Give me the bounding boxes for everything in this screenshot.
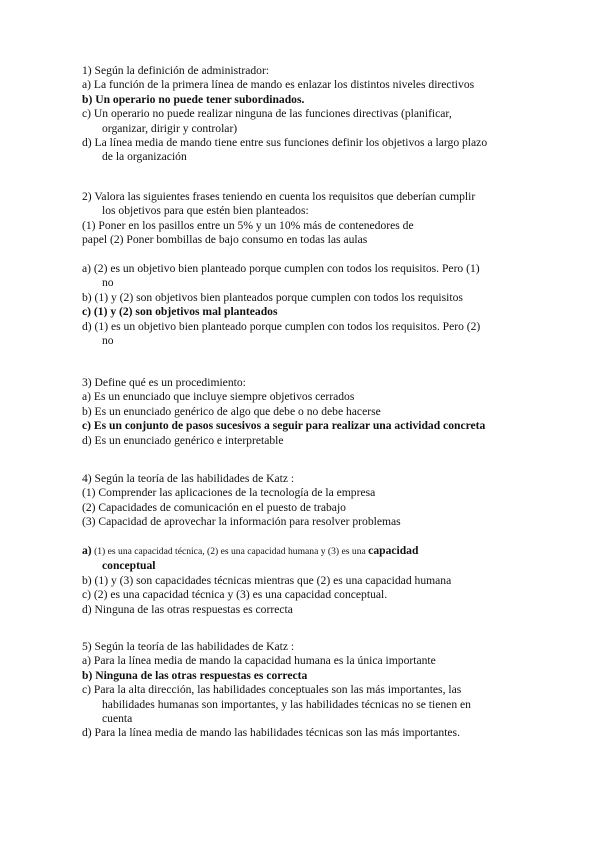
q3-option-c: c) Es un conjunto de pasos sucesivos a seguir para realizar una actividad concreta (82, 419, 486, 433)
q5-option-c-line2: habilidades humanas son importantes, y las habilidades técnicas no se tienen en (102, 697, 471, 711)
q1-option-d-line2: de la organización (102, 150, 187, 164)
question-3 (82, 376, 522, 448)
q1-option-d-line1: d) La línea media de mando tiene entre sus funciones definir los objetivos a largo plazo (82, 136, 488, 150)
q4-option-a-line1 (82, 544, 522, 559)
q4-statement-1: (1) Comprender las aplicaciones de la tecnología de la empresa (82, 486, 376, 500)
q3-stem: 3) Define qué es un procedimiento: (82, 376, 246, 389)
q4-option-c: c) (2) es una capacidad técnica y (3) es una capacidad conceptual. (82, 588, 388, 602)
q4-option-a-line2: conceptual (102, 559, 156, 573)
q5-option-b: b) Ninguna de las otras respuestas es correcta (82, 668, 308, 682)
q1-option-b: b) Un operario no puede tener subordinados. (82, 92, 305, 106)
q4-statement-2: (2) Capacidades de comunicación en el puesto de trabajo (82, 500, 346, 514)
q3-option-a: a) Es un enunciado que incluye siempre objetivos cerrados (82, 390, 355, 404)
q1-option-c-line2: organizar, dirigir y controlar) (102, 121, 238, 135)
q4-option-a-prefix: a) (82, 544, 92, 558)
q5-option-c-line3: cuenta (102, 712, 133, 726)
q2-option-a-line2: no (102, 276, 114, 290)
q2-option-a-line1: a) (2) es un objetivo bien planteado porque cumplen con todos los requisitos. Pero (1) (82, 262, 480, 276)
q2-option-c: c) (1) y (2) son objetivos mal planteados (82, 305, 278, 319)
q2-stem-line1: 2) Valora las siguientes frases teniendo en cuenta los requisitos que deberían cumplir (82, 190, 476, 203)
q5-stem: 5) Según la teoría de las habilidades de Katz : (82, 640, 295, 653)
q5-option-a: a) Para la línea media de mando la capacidad humana es la única importante (82, 654, 436, 668)
q2-option-b: b) (1) y (2) son objetivos bien planteados porque cumplen con todos los requisitos (82, 290, 463, 304)
question-2 (82, 190, 522, 348)
q2-option-d-line1: d) (1) es un objetivo bien planteado porque cumplen con todos los requisitos. Pero (2) (82, 319, 481, 333)
q5-option-d: d) Para la línea media de mando las habilidades técnicas son las más importantes. (82, 726, 460, 740)
q4-statement-3: (3) Capacidad de aprovechar la información para resolver problemas (82, 515, 401, 529)
q1-option-a: a) La función de la primera línea de mando es enlazar los distintos niveles directivos (82, 78, 475, 92)
q2-option-d-line2: no (102, 334, 114, 348)
q4-stem: 4) Según la teoría de las habilidades de Katz : (82, 472, 295, 485)
q4-option-a-text: (1) es una capacidad técnica, (2) es una capacidad humana y (3) es una (91, 546, 369, 558)
q1-stem: 1) Según la definición de administrador: (82, 64, 270, 77)
question-4 (82, 472, 522, 617)
q4-option-b: b) (1) y (3) son capacidades técnicas mientras que (2) es una capacidad humana (82, 573, 452, 587)
q2-statement-line1: (1) Poner en los pasillos entre un 5% y un 10% más de contenedores de (82, 218, 414, 232)
q4-option-d: d) Ninguna de las otras respuestas es correcta (82, 602, 293, 616)
question-1 (82, 64, 522, 165)
q2-statement-line2: papel (2) Poner bombillas de bajo consumo en todas las aulas (82, 233, 368, 247)
question-5 (82, 640, 522, 741)
q5-option-c-line1: c) Para la alta dirección, las habilidades conceptuales son las más importantes, las (82, 683, 462, 697)
q3-option-d: d) Es un enunciado genérico e interpretable (82, 433, 284, 447)
q4-option-a-bold1: capacidad (368, 544, 419, 558)
q2-stem-line2: los objetivos para que estén bien planteados: (102, 204, 309, 218)
q1-option-c-line1: c) Un operario no puede realizar ninguna de las funciones directivas (planificar, (82, 107, 452, 121)
q3-option-b: b) Es un enunciado genérico de algo que debe o no debe hacerse (82, 404, 381, 418)
